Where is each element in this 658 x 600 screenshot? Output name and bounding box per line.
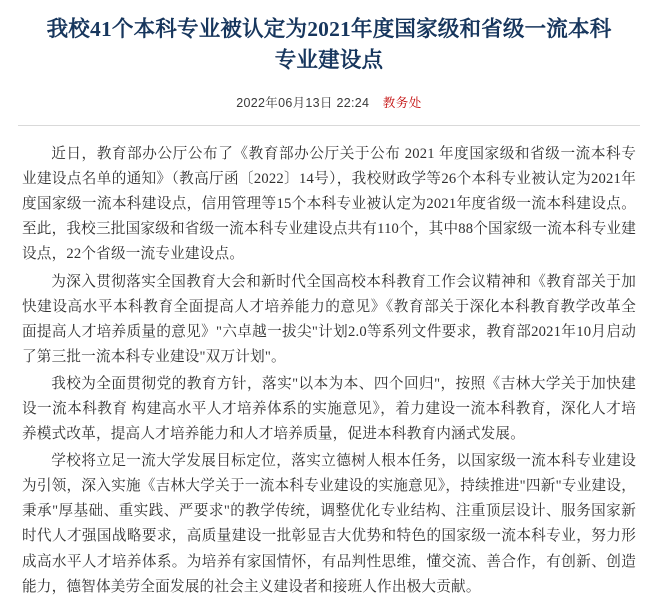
article-meta [0,75,658,111]
article-paragraph: 近日，教育部办公厅公布了《教育部办公厅关于公布 2021 年度国家级和省级一流本科专业建设点名单的通知》（教高厅函〔2022〕14号），我校财政学等26个本科专业被认定为2021年度国家级一流本科建设点，信用管理等15个本科专业被认定为2021年度省级一流本科建设点。至此，我校三批国家级和省级一流本科专业建设点共有110个，其中88个国家级一流本科专业建设点，22个省级一流专业建设点。 [22,146,636,263]
article-paragraph: 我校为全面贯彻党的教育方针，落实"以本为本、四个回归"，按照《吉林大学关于加快建设一流本科教育 构建高水平人才培养体系的实施意见》，着力建设一流本科教育，深化人才培养模式改革，提高人才培养能力和人才培养质量，促进本科教育内涵式发展。 [22,375,636,443]
page-title: 我校41个本科专业被认定为2021年度国家级和省级一流本科专业建设点 [46,17,612,72]
publisher-department: 教务处 [382,96,422,111]
publish-date: 2022年06月13日 22:24 [236,96,370,111]
article-body [0,126,658,600]
article-paragraph: 为深入贯彻落实全国教育大会和新时代全国高校本科教育工作会议精神和《教育部关于加快建设高水平本科教育全面提高人才培养能力的意见》《教育部关于深化本科教育教学改革全面提高人才培养质量的意见》"六卓越一拔尖"计划2.0等系列文件要求，教育部2021年10月启动了第三批一流本科专业建设"双万计划"。 [22,273,636,365]
article-paragraph: 学校将立足一流大学发展目标定位，落实立德树人根本任务，以国家级一流本科专业建设为引领，深入实施《吉林大学关于一流本科专业建设的实施意见》，持续推进"四新"专业建设，秉承"厚基础、重实践、严要求"的教学传统，调整优化专业结构、注重顶层设计、服务国家新时代人才强国战略要求，高质量建设一批彰显吉大优势和特色的国家级一流本科专业，努力形成高水平人才培养体系。为培养有家国情怀，有品判性思维，懂交流、善合作，有创新、创造能力，德智体美劳全面发展的社会主义建设者和接班人作出极大贡献。 [22,453,636,595]
